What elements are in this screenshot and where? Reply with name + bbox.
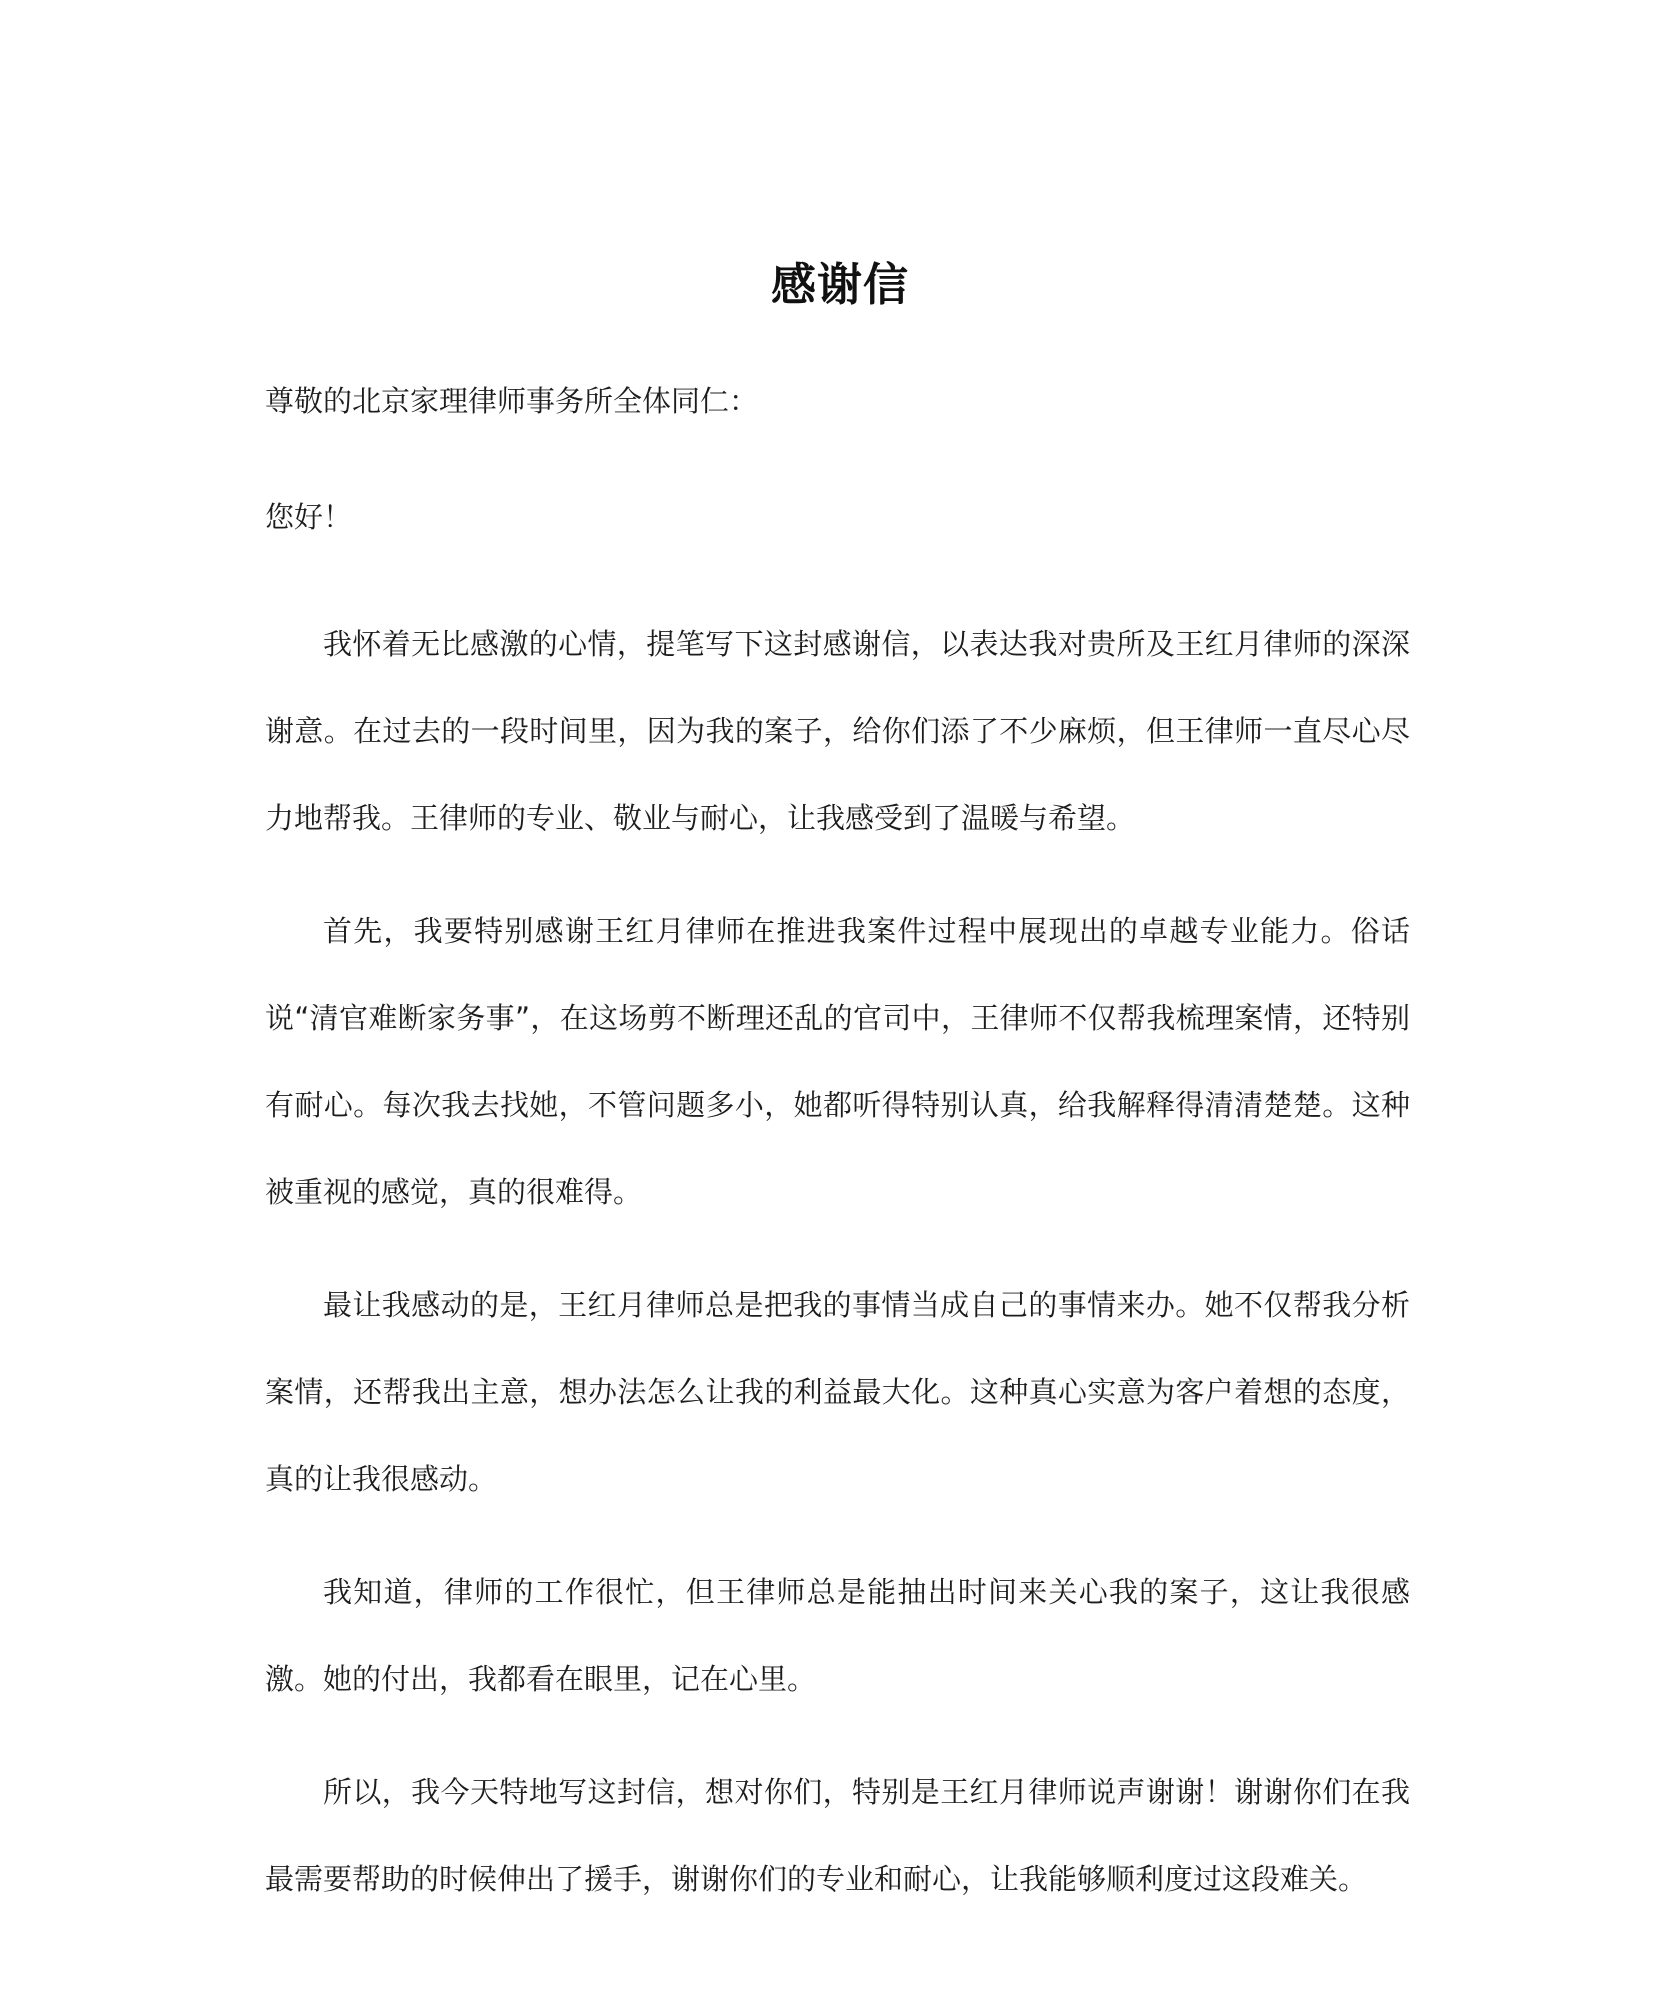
letter-paragraph-1: 我怀着无比感激的心情，提笔写下这封感谢信，以表达我对贵所及王红月律师的深深谢意。在过去的一段时间里，因为我的案子，给你们添了不少麻烦，但王律师一直尽心尽力地帮我。王律师的专业、敬业与耐心，让我感受到了温暖与希望。	[265, 627, 1410, 835]
letter-body	[265, 372, 1410, 1923]
letter-greeting: 您好！	[265, 500, 353, 534]
letter-paragraph-2: 首先，我要特别感谢王红月律师在推进我案件过程中展现出的卓越专业能力。俗话说“清官难断家务事”，在这场剪不断理还乱的官司中，王律师不仅帮我梳理案情，还特别有耐心。每次我去找她，不管问题多小，她都听得特别认真，给我解释得清清楚楚。这种被重视的感觉，真的很难得。	[265, 914, 1410, 1209]
letter-title: 感谢信	[770, 258, 909, 311]
letter-paragraph-5: 所以，我今天特地写这封信，想对你们，特别是王红月律师说声谢谢！谢谢你们在我最需要帮助的时候伸出了援手，谢谢你们的专业和耐心，让我能够顺利度过这段难关。	[265, 1775, 1410, 1896]
letter-paragraph-4: 我知道，律师的工作很忙，但王律师总是能抽出时间来关心我的案子，这让我很感激。她的付出，我都看在眼里，记在心里。	[265, 1575, 1410, 1696]
letter-paragraph-3: 最让我感动的是，王红月律师总是把我的事情当成自己的事情来办。她不仅帮我分析案情，还帮我出主意，想办法怎么让我的利益最大化。这种真心实意为客户着想的态度，真的让我很感动。	[265, 1288, 1410, 1496]
letter-salutation: 尊敬的北京家理律师事务所全体同仁：	[265, 384, 759, 418]
